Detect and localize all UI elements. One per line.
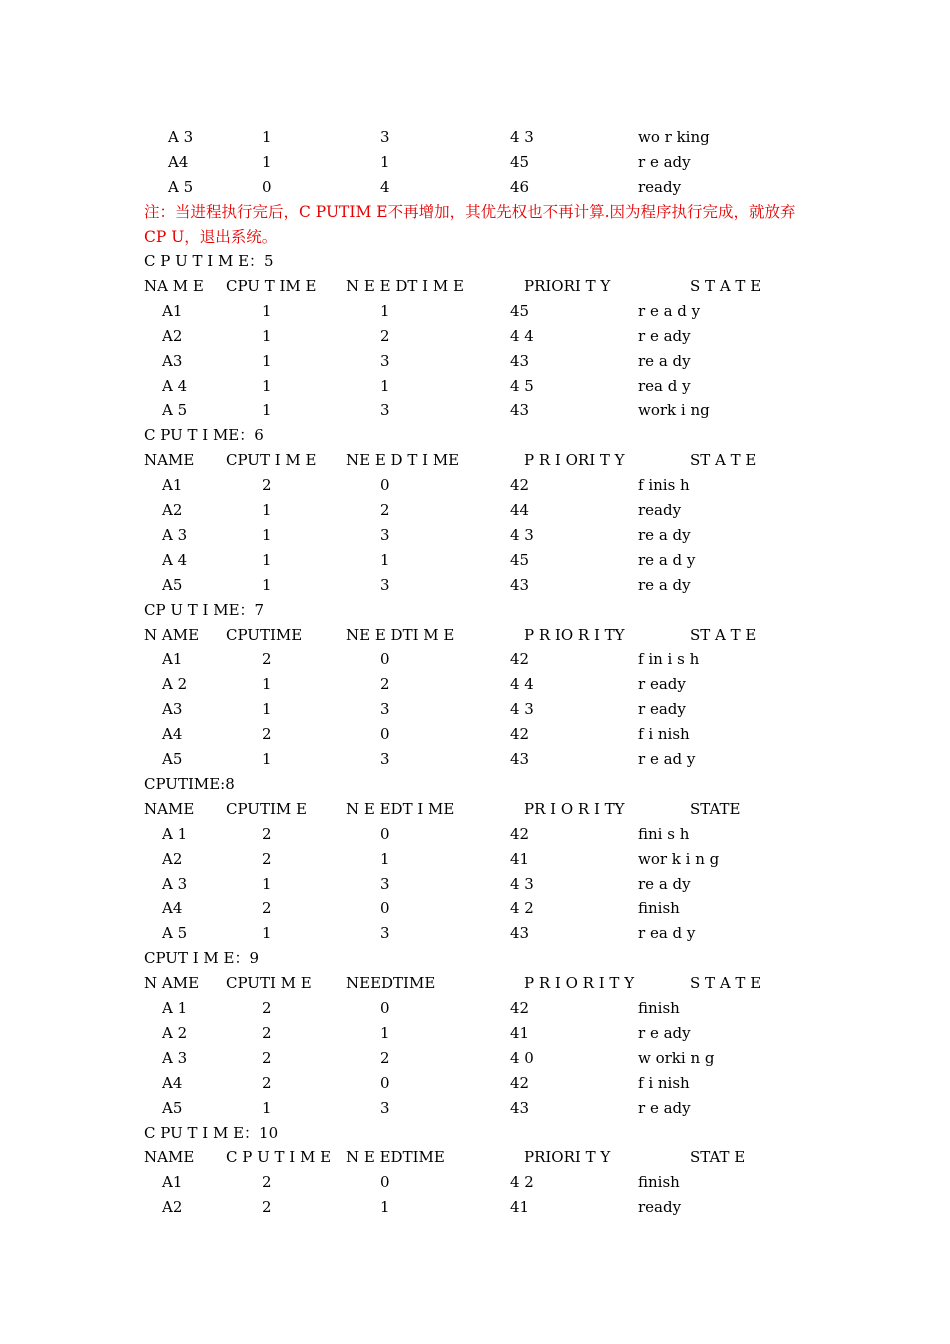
table-row-cell-0: A 3 bbox=[162, 1048, 188, 1067]
table-row-cell-4: f i nish bbox=[638, 725, 690, 744]
table-row-cell-1: 2 bbox=[262, 1048, 272, 1067]
table-row-cell-2: 1 bbox=[380, 1023, 390, 1042]
table-row-cell-4: ready bbox=[638, 1198, 682, 1217]
top-row-cell-4: r e ady bbox=[638, 152, 691, 171]
table-row-cell-4: finish bbox=[638, 899, 680, 918]
table-row-cell-0: A4 bbox=[162, 725, 183, 744]
table-row-cell-2: 3 bbox=[380, 575, 390, 594]
column-header: NE E DTI M E bbox=[346, 625, 455, 644]
column-header: CPU T IM E bbox=[226, 276, 317, 295]
table-row-cell-1: 2 bbox=[262, 476, 272, 495]
table-row-cell-3: 43 bbox=[510, 351, 530, 370]
column-header: N AME bbox=[144, 974, 200, 993]
table-row-cell-3: 43 bbox=[510, 575, 530, 594]
column-header: N AME bbox=[144, 625, 200, 644]
table-row-cell-1: 1 bbox=[262, 924, 272, 943]
table-row-cell-4: r e ad y bbox=[638, 750, 696, 768]
table-row-cell-3: 43 bbox=[510, 924, 530, 943]
table-row-cell-4: work i ng bbox=[638, 401, 710, 420]
top-row-cell-3: 46 bbox=[510, 177, 530, 196]
cputime-label: CPUT I M E：9 bbox=[144, 949, 260, 968]
table-row-cell-0: A2 bbox=[162, 326, 183, 345]
table-row-cell-1: 1 bbox=[262, 675, 272, 694]
column-header: NE E D T I ME bbox=[346, 451, 460, 470]
cputime-label: CP U T I ME：7 bbox=[144, 600, 265, 619]
top-row-cell-2: 1 bbox=[380, 152, 390, 171]
column-header: N E E DT I M E bbox=[346, 276, 464, 295]
table-row-cell-0: A3 bbox=[162, 700, 183, 719]
table-row-cell-0: A3 bbox=[162, 351, 183, 370]
top-row-cell-2: 3 bbox=[380, 128, 390, 146]
table-row-cell-4: fini s h bbox=[638, 824, 690, 843]
cputime-label: C PU T I M E：10 bbox=[144, 1123, 279, 1142]
table-row-cell-1: 2 bbox=[262, 1198, 272, 1217]
column-header: NAME bbox=[144, 799, 195, 818]
table-row-cell-1: 1 bbox=[262, 550, 272, 569]
column-header: CPUTIM E bbox=[226, 799, 307, 818]
table-row-cell-4: r eady bbox=[638, 700, 686, 719]
table-row-cell-4: r eady bbox=[638, 675, 686, 694]
column-header: PR I O R I TY bbox=[524, 799, 625, 818]
table-row-cell-3: 45 bbox=[510, 550, 530, 569]
top-row-cell-3: 45 bbox=[510, 152, 530, 171]
column-header: ST A T E bbox=[690, 451, 757, 470]
table-row-cell-2: 1 bbox=[380, 1198, 390, 1217]
table-row-cell-3: 41 bbox=[510, 1198, 530, 1217]
column-header: N E EDTIME bbox=[346, 1148, 445, 1167]
column-header: NA M E bbox=[144, 276, 204, 295]
cputime-label: C P U T I M E：5 bbox=[144, 252, 274, 270]
table-row-cell-1: 1 bbox=[262, 376, 272, 395]
table-row-cell-2: 0 bbox=[380, 1173, 390, 1192]
table-row-cell-2: 3 bbox=[380, 351, 390, 370]
table-row-cell-1: 2 bbox=[262, 849, 272, 868]
column-header: CPUTIME bbox=[226, 625, 303, 644]
table-row-cell-0: A2 bbox=[162, 501, 183, 519]
table-row-cell-2: 0 bbox=[380, 1073, 390, 1092]
table-row-cell-3: 4 3 bbox=[510, 525, 534, 544]
table-row-cell-1: 1 bbox=[262, 351, 272, 370]
table-row-cell-3: 4 2 bbox=[510, 899, 534, 918]
table-row-cell-0: A 3 bbox=[162, 874, 188, 893]
table-row-cell-2: 2 bbox=[380, 326, 390, 345]
table-row-cell-1: 2 bbox=[262, 999, 272, 1017]
table-row-cell-4: w orki n g bbox=[638, 1048, 715, 1067]
column-header: CPUTI M E bbox=[226, 974, 312, 993]
table-row-cell-1: 1 bbox=[262, 575, 272, 594]
top-row-cell-0: A 3 bbox=[168, 128, 194, 146]
table-row-cell-0: A5 bbox=[162, 1098, 183, 1117]
table-row-cell-1: 1 bbox=[262, 326, 272, 345]
table-row-cell-3: 42 bbox=[510, 725, 530, 744]
table-row-cell-2: 1 bbox=[380, 849, 390, 868]
column-header: STATE bbox=[690, 799, 741, 818]
table-row-cell-2: 1 bbox=[380, 550, 390, 569]
top-row-cell-0: A 5 bbox=[168, 177, 194, 196]
table-row-cell-3: 44 bbox=[510, 501, 530, 519]
table-row-cell-2: 0 bbox=[380, 725, 390, 744]
top-row-cell-1: 1 bbox=[262, 128, 272, 146]
column-header: PRIORI T Y bbox=[524, 1148, 611, 1167]
table-row-cell-0: A5 bbox=[162, 750, 183, 768]
table-row-cell-0: A1 bbox=[162, 1173, 183, 1192]
table-row-cell-3: 42 bbox=[510, 824, 530, 843]
column-header: S T A T E bbox=[690, 974, 762, 993]
top-row-cell-1: 0 bbox=[262, 177, 272, 196]
table-row-cell-0: A 5 bbox=[162, 401, 188, 420]
table-row-cell-2: 3 bbox=[380, 525, 390, 544]
table-row-cell-4: r e ady bbox=[638, 326, 691, 345]
table-row-cell-3: 43 bbox=[510, 1098, 530, 1117]
table-row-cell-4: ready bbox=[638, 501, 682, 519]
table-row-cell-0: A 1 bbox=[162, 824, 188, 843]
table-row-cell-3: 43 bbox=[510, 750, 530, 768]
column-header: STAT E bbox=[690, 1148, 746, 1167]
column-header: P R I O R I T Y bbox=[524, 974, 635, 993]
table-row-cell-3: 4 3 bbox=[510, 874, 534, 893]
top-row-cell-4: wo r king bbox=[638, 128, 710, 146]
table-row-cell-0: A 2 bbox=[162, 675, 188, 694]
table-row-cell-2: 1 bbox=[380, 301, 390, 320]
column-header: PRIORI T Y bbox=[524, 276, 611, 295]
table-row-cell-1: 2 bbox=[262, 725, 272, 744]
table-row-cell-2: 0 bbox=[380, 999, 390, 1017]
top-row-cell-4: ready bbox=[638, 177, 682, 196]
table-row-cell-0: A2 bbox=[162, 1198, 183, 1217]
table-row-cell-1: 1 bbox=[262, 301, 272, 320]
table-row-cell-4: rea d y bbox=[638, 376, 691, 395]
table-row-cell-2: 0 bbox=[380, 476, 390, 495]
table-row-cell-0: A 3 bbox=[162, 525, 188, 544]
table-row-cell-4: re a dy bbox=[638, 575, 691, 594]
table-row-cell-0: A1 bbox=[162, 476, 183, 495]
table-row-cell-3: 4 3 bbox=[510, 700, 534, 719]
table-row-cell-0: A4 bbox=[162, 899, 183, 918]
table-row-cell-0: A 5 bbox=[162, 924, 188, 943]
column-header: C P U T I M E bbox=[226, 1148, 332, 1167]
top-row-cell-3: 4 3 bbox=[510, 128, 534, 146]
table-row-cell-0: A 4 bbox=[162, 550, 188, 569]
table-row-cell-1: 1 bbox=[262, 1098, 272, 1117]
table-row-cell-4: re a dy bbox=[638, 351, 691, 370]
table-row-cell-1: 1 bbox=[262, 700, 272, 719]
table-row-cell-4: wor k i n g bbox=[638, 849, 720, 868]
table-row-cell-2: 2 bbox=[380, 1048, 390, 1067]
table-row-cell-4: r e ady bbox=[638, 1098, 691, 1117]
top-row-cell-2: 4 bbox=[380, 177, 390, 196]
table-row-cell-4: r e a d y bbox=[638, 301, 701, 320]
table-row-cell-2: 3 bbox=[380, 924, 390, 943]
table-row-cell-3: 4 5 bbox=[510, 376, 534, 395]
table-row-cell-3: 43 bbox=[510, 401, 530, 420]
table-row-cell-3: 42 bbox=[510, 476, 530, 495]
table-row-cell-4: finish bbox=[638, 999, 680, 1017]
table-row-cell-1: 2 bbox=[262, 899, 272, 918]
table-row-cell-1: 2 bbox=[262, 824, 272, 843]
top-row-cell-0: A4 bbox=[168, 152, 189, 171]
table-row-cell-0: A 4 bbox=[162, 376, 188, 395]
table-row-cell-1: 2 bbox=[262, 1073, 272, 1092]
table-row-cell-0: A4 bbox=[162, 1073, 183, 1092]
table-row-cell-4: re a d y bbox=[638, 550, 696, 569]
table-row-cell-1: 1 bbox=[262, 750, 272, 768]
table-row-cell-3: 41 bbox=[510, 1023, 530, 1042]
table-row-cell-3: 4 0 bbox=[510, 1048, 534, 1067]
table-row-cell-3: 42 bbox=[510, 999, 530, 1017]
table-row-cell-2: 1 bbox=[380, 376, 390, 395]
table-row-cell-4: r ea d y bbox=[638, 924, 696, 943]
table-row-cell-2: 0 bbox=[380, 899, 390, 918]
table-row-cell-1: 1 bbox=[262, 501, 272, 519]
table-row-cell-2: 0 bbox=[380, 650, 390, 669]
table-row-cell-3: 4 4 bbox=[510, 326, 534, 345]
top-row-cell-1: 1 bbox=[262, 152, 272, 171]
column-header: S T A T E bbox=[690, 276, 762, 295]
column-header: NEEDTIME bbox=[346, 974, 436, 993]
table-row-cell-3: 4 2 bbox=[510, 1173, 534, 1192]
table-row-cell-1: 1 bbox=[262, 874, 272, 893]
table-row-cell-4: f i nish bbox=[638, 1073, 690, 1092]
table-row-cell-4: f inis h bbox=[638, 476, 690, 495]
table-row-cell-0: A2 bbox=[162, 849, 183, 868]
table-row-cell-3: 41 bbox=[510, 849, 530, 868]
table-row-cell-4: re a dy bbox=[638, 874, 691, 893]
table-row-cell-1: 1 bbox=[262, 525, 272, 544]
table-row-cell-0: A 1 bbox=[162, 999, 188, 1017]
table-row-cell-2: 3 bbox=[380, 1098, 390, 1117]
table-row-cell-4: r e ady bbox=[638, 1023, 691, 1042]
table-row-cell-0: A1 bbox=[162, 650, 183, 669]
table-row-cell-2: 3 bbox=[380, 700, 390, 719]
table-row-cell-3: 42 bbox=[510, 650, 530, 669]
cputime-label: CPUTIME:8 bbox=[144, 774, 235, 793]
table-row-cell-2: 2 bbox=[380, 501, 390, 519]
column-header: ST A T E bbox=[690, 625, 757, 644]
table-row-cell-4: f in i s h bbox=[638, 650, 700, 669]
column-header: P R IO R I TY bbox=[524, 625, 625, 644]
table-row-cell-4: re a dy bbox=[638, 525, 691, 544]
cputime-label: C PU T I ME：6 bbox=[144, 426, 264, 445]
table-row-cell-0: A 2 bbox=[162, 1023, 188, 1042]
table-row-cell-2: 3 bbox=[380, 401, 390, 420]
column-header: NAME bbox=[144, 451, 195, 470]
table-row-cell-3: 45 bbox=[510, 301, 530, 320]
table-row-cell-2: 0 bbox=[380, 824, 390, 843]
table-row-cell-0: A1 bbox=[162, 301, 183, 320]
table-row-cell-4: finish bbox=[638, 1173, 680, 1192]
table-row-cell-1: 1 bbox=[262, 401, 272, 420]
table-row-cell-3: 4 4 bbox=[510, 675, 534, 694]
table-row-cell-2: 2 bbox=[380, 675, 390, 694]
column-header: N E EDT I ME bbox=[346, 799, 455, 818]
table-row-cell-1: 2 bbox=[262, 1173, 272, 1192]
column-header: P R I ORI T Y bbox=[524, 451, 625, 470]
table-row-cell-1: 2 bbox=[262, 1023, 272, 1042]
table-row-cell-1: 2 bbox=[262, 650, 272, 669]
note-text: 注：当进程执行完后，C PUTIM E不再增加，其优先权也不再计算.因为程序执行完成，就放弃CP U，退出系统。 bbox=[144, 203, 796, 246]
table-row-cell-2: 3 bbox=[380, 750, 390, 768]
column-header: CPUT I M E bbox=[226, 451, 317, 470]
table-row-cell-3: 42 bbox=[510, 1073, 530, 1092]
table-row-cell-0: A5 bbox=[162, 575, 183, 594]
table-row-cell-2: 3 bbox=[380, 874, 390, 893]
column-header: NAME bbox=[144, 1148, 195, 1167]
